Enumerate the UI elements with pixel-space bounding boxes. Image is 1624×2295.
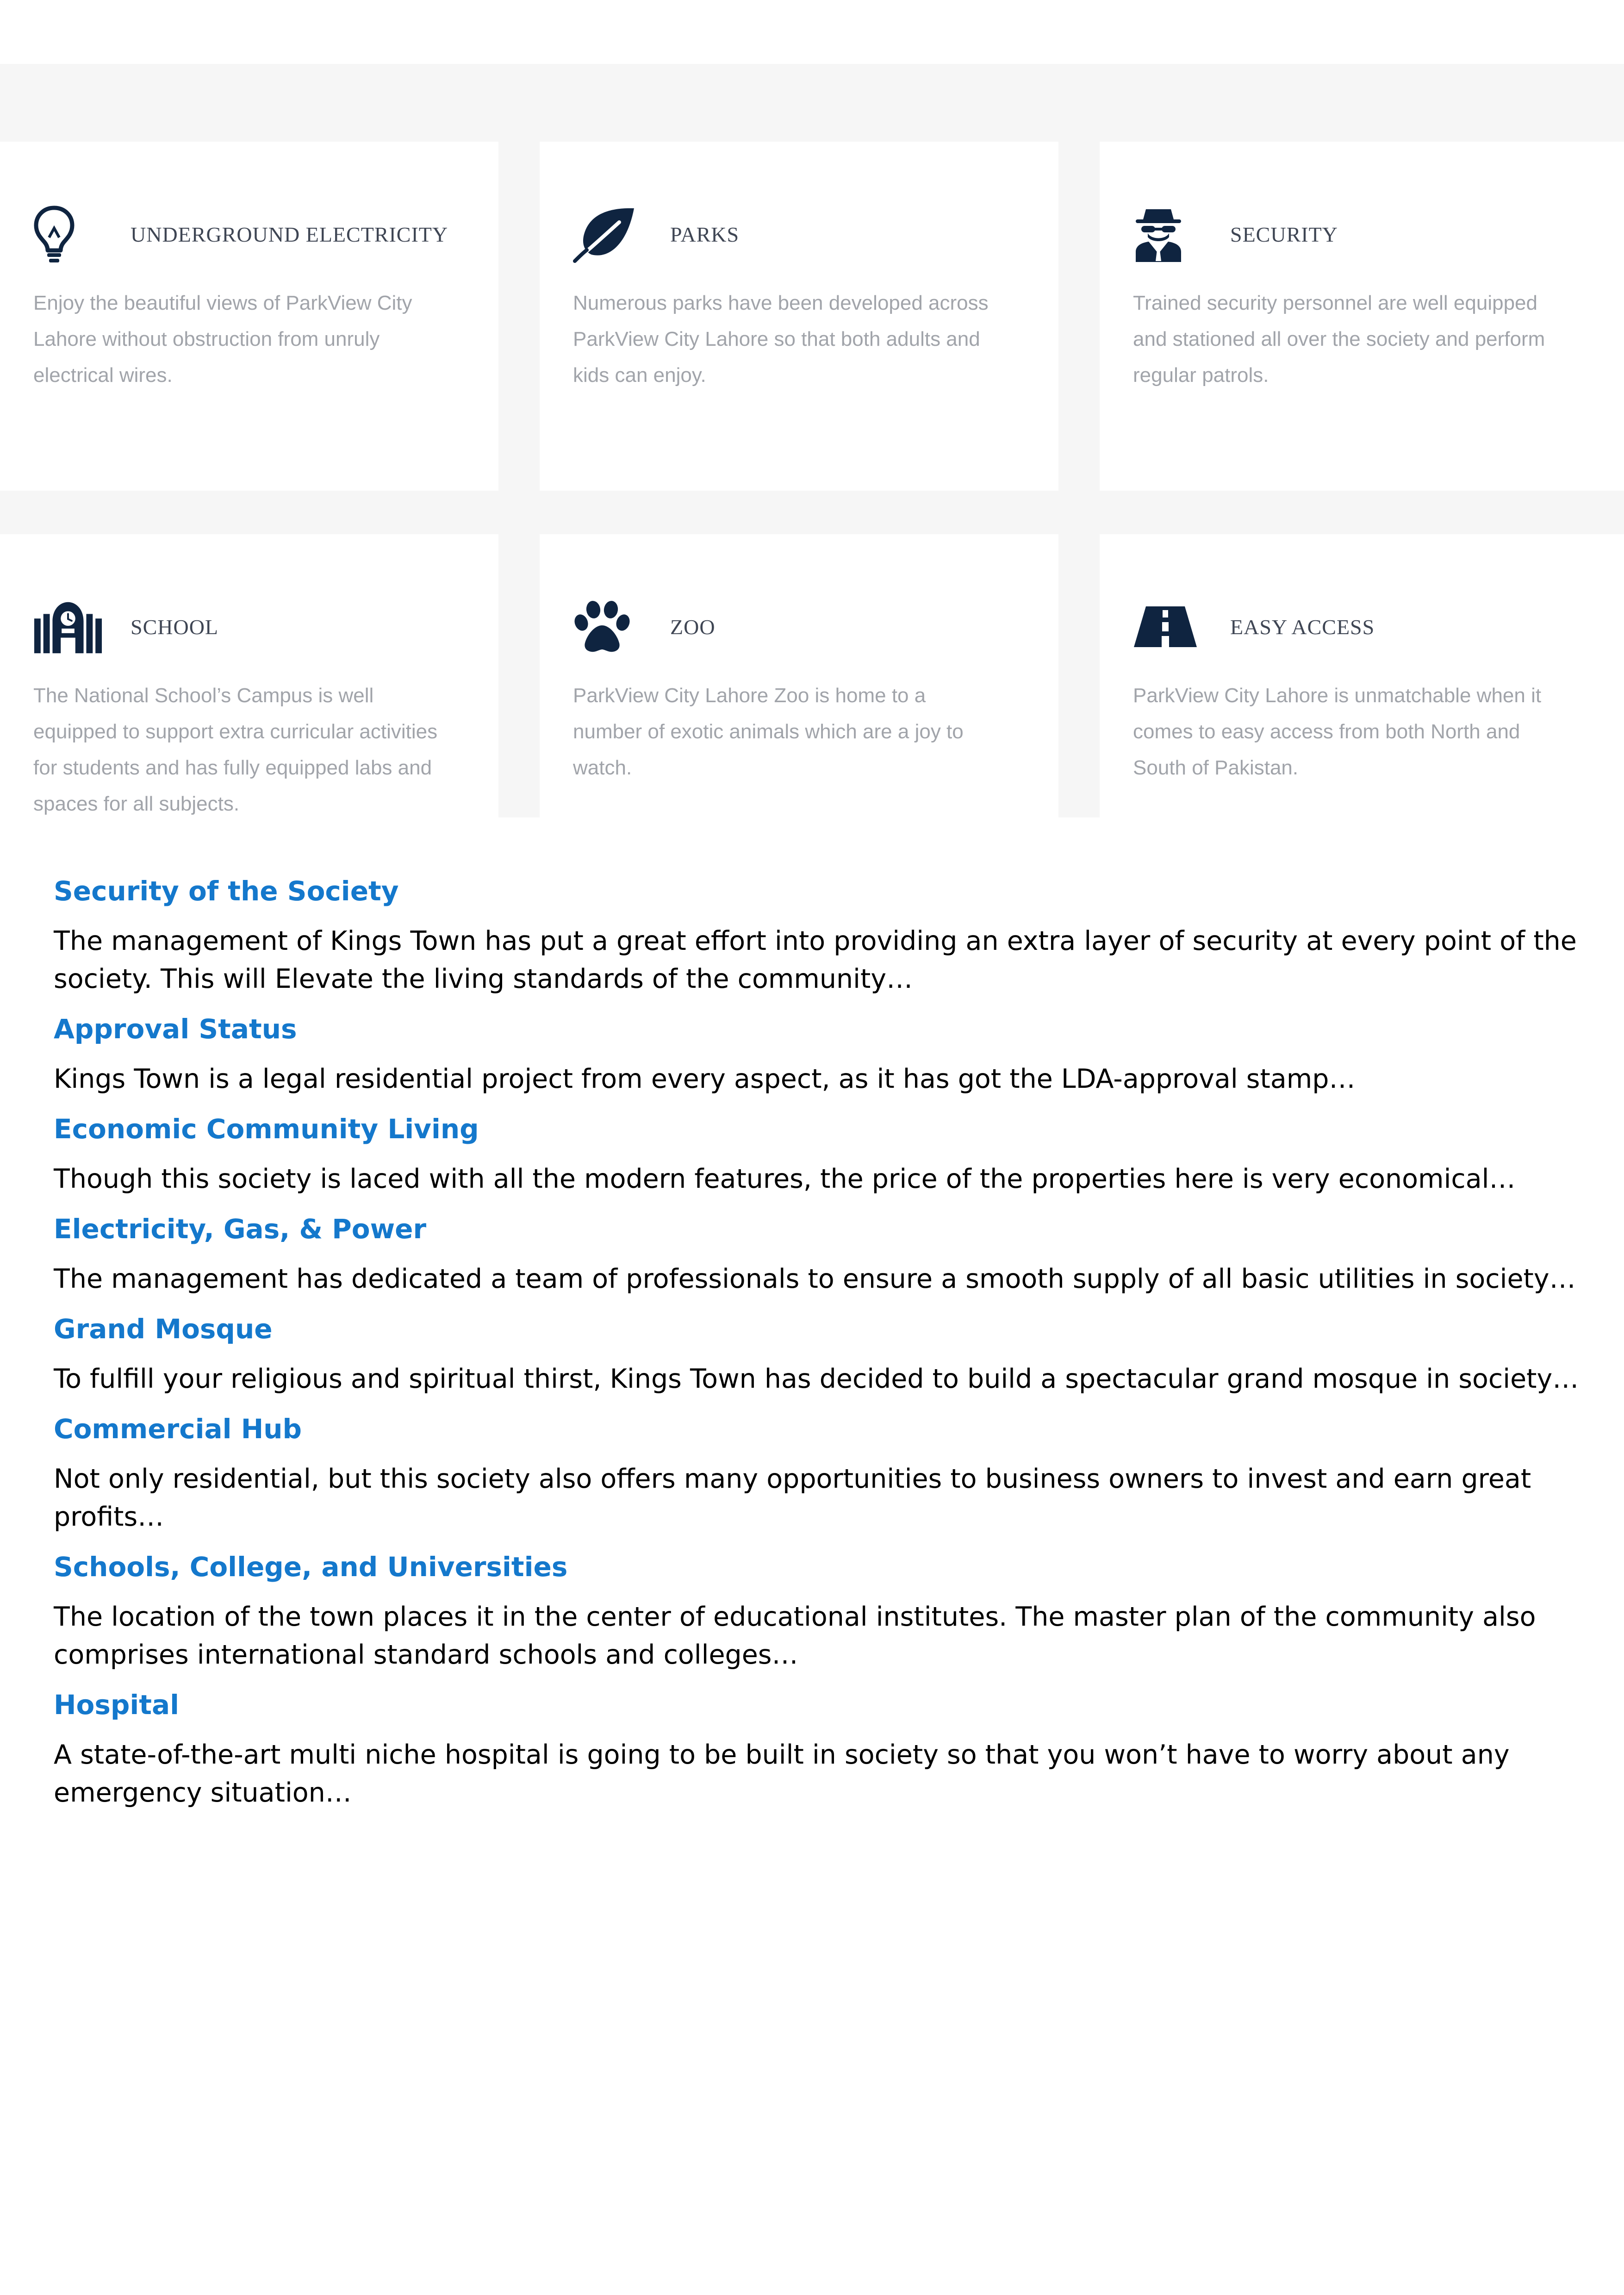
road-icon xyxy=(1133,597,1202,657)
paw-icon xyxy=(573,597,642,657)
feature-header xyxy=(33,202,448,267)
feature-card-school xyxy=(0,534,498,881)
feature-header xyxy=(1133,202,1338,267)
section-hospital xyxy=(54,1684,1590,1812)
feature-header xyxy=(573,594,716,659)
feature-card-parks xyxy=(540,142,1058,491)
leaf-icon xyxy=(573,204,642,264)
feature-header xyxy=(33,594,218,659)
section-utilities xyxy=(54,1208,1590,1298)
section-heading: Electricity, Gas, & Power xyxy=(54,1213,427,1245)
section-heading: Commercial Hub xyxy=(54,1413,302,1445)
security-guard-icon xyxy=(1133,204,1202,264)
feature-title: UNDERGROUND ELECTRICITY xyxy=(131,222,448,246)
feature-description: The National School’s Campus is well equipped to support extra curricular activities for students and has fully equipped labs and spaces for all subjects. xyxy=(33,684,438,815)
feature-title: PARKS xyxy=(670,222,740,246)
section-heading: Grand Mosque xyxy=(54,1313,273,1345)
section-text: To fulfill your religious and spiritual thirst, Kings Town has decided to build a spectacular grand mosque in society… xyxy=(54,1364,1579,1394)
section-text: Not only residential, but this society also offers many opportunities to business owners to invest and earn great profits… xyxy=(54,1464,1531,1532)
features-strip xyxy=(0,64,1624,817)
section-economic-living xyxy=(54,1108,1590,1198)
section-heading: Security of the Society xyxy=(54,875,399,907)
feature-card-easy-access xyxy=(1100,534,1624,881)
lightbulb-icon xyxy=(33,204,103,264)
feature-card-zoo xyxy=(540,534,1058,881)
section-heading: Approval Status xyxy=(54,1013,297,1045)
feature-header xyxy=(1133,594,1375,659)
section-text: The management has dedicated a team of professionals to ensure a smooth supply of all basic utilities in society… xyxy=(54,1264,1576,1294)
section-heading: Schools, College, and Universities xyxy=(54,1551,568,1583)
section-heading: Hospital xyxy=(54,1689,180,1721)
feature-description: Enjoy the beautiful views of ParkView City Lahore without obstruction from unruly electrical wires. xyxy=(33,292,412,387)
section-commercial-hub xyxy=(54,1408,1590,1536)
feature-description: Numerous parks have been developed across ParkView City Lahore so that both adults and kids can enjoy. xyxy=(573,292,989,387)
section-approval-status xyxy=(54,1008,1590,1098)
feature-title: EASY ACCESS xyxy=(1230,615,1375,639)
article-body xyxy=(54,870,1590,1822)
section-text: The location of the town places it in the center of educational institutes. The master plan of the community also comprises international standard schools and colleges… xyxy=(54,1602,1536,1670)
feature-description: ParkView City Lahore Zoo is home to a number of exotic animals which are a joy to watch. xyxy=(573,684,964,779)
feature-title: SCHOOL xyxy=(131,615,219,639)
section-security xyxy=(54,870,1590,998)
section-text: The management of Kings Town has put a great effort into providing an extra layer of security at every point of the society. This will Elevate the living standards of the community… xyxy=(54,926,1577,994)
feature-description: Trained security personnel are well equipped and stationed all over the society and perform regular patrols. xyxy=(1133,292,1545,387)
section-education xyxy=(54,1546,1590,1674)
section-text: A state-of-the-art multi niche hospital is going to be built in society so that you won’t have to worry about any emergency situation… xyxy=(54,1740,1510,1808)
feature-title: ZOO xyxy=(670,615,716,639)
feature-title: SECURITY xyxy=(1230,222,1338,246)
section-heading: Economic Community Living xyxy=(54,1113,479,1145)
section-text: Kings Town is a legal residential project from every aspect, as it has got the LDA-approval stamp… xyxy=(54,1064,1356,1094)
section-grand-mosque xyxy=(54,1308,1590,1398)
section-text: Though this society is laced with all the modern features, the price of the properties here is very economical… xyxy=(54,1164,1516,1194)
feature-description: ParkView City Lahore is unmatchable when it comes to easy access from both North and South of Pakistan. xyxy=(1133,684,1542,779)
school-building-icon xyxy=(33,597,103,657)
feature-card-security xyxy=(1100,142,1624,491)
feature-card-underground-electricity xyxy=(0,142,498,491)
feature-header xyxy=(573,202,739,267)
